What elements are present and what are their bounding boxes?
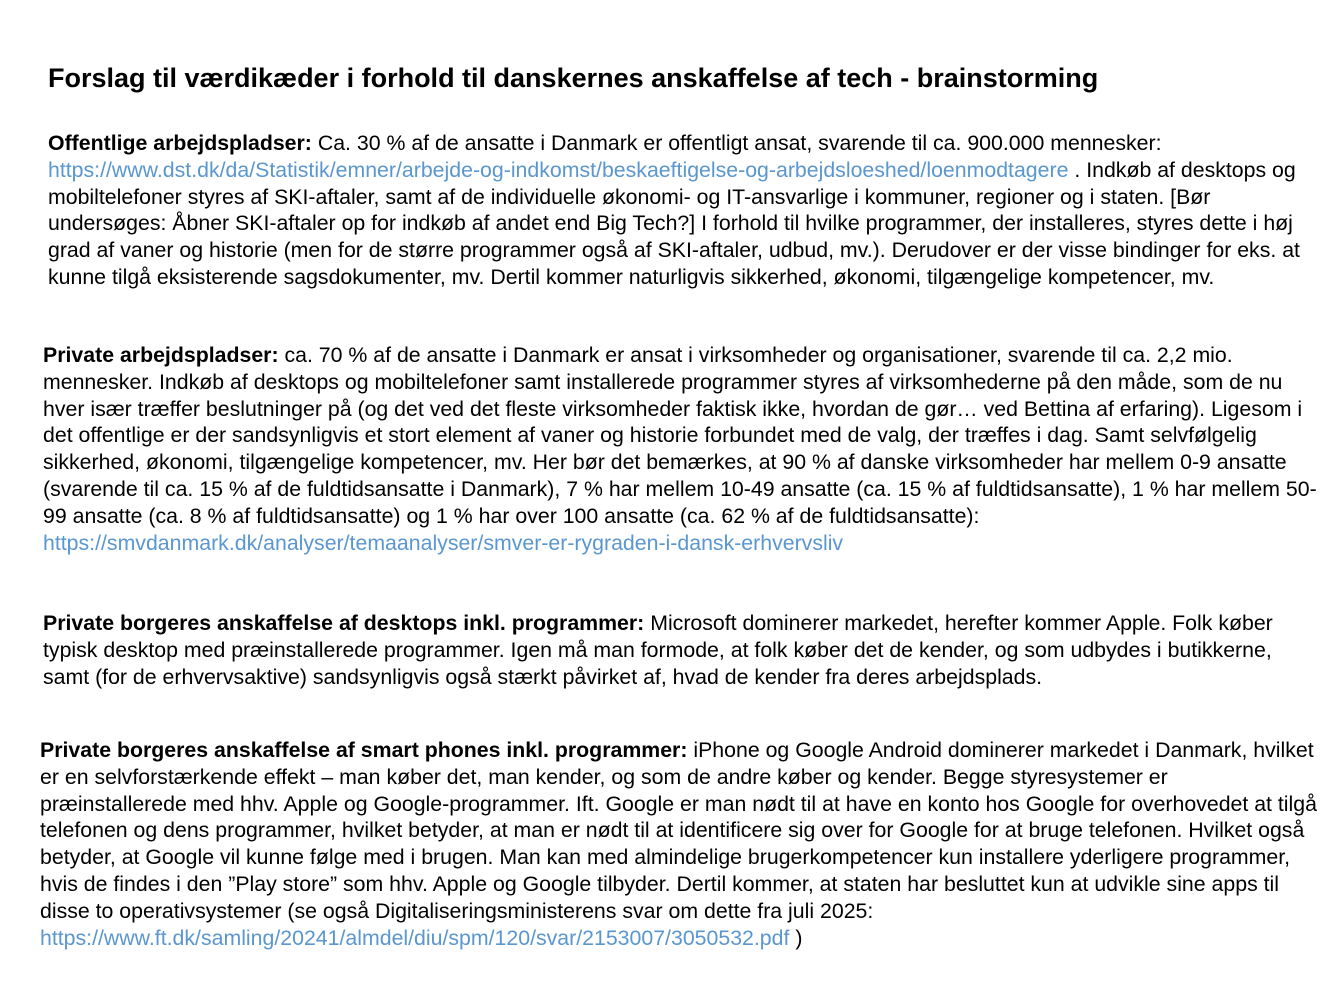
- page-title: Forslag til værdikæder i forhold til danskernes anskaffelse af tech - brainstorming: [48, 63, 1099, 93]
- section-text: Microsoft dominerer markedet, herefter kommer Apple. Folk køber typisk desktop med præinstallerede programmer. Igen må man formode, at folk køber det de kender, og som udbydes i butikkerne, samt (for de erhvervsaktive) sandsynligvis også stærkt påvirket af, hvad de kender fra deres arbejdsplads.: [43, 611, 1273, 689]
- section-public-workplaces: [48, 130, 1318, 291]
- section-private-desktops: [43, 610, 1323, 690]
- smvdanmark-analysis-link[interactable]: https://smvdanmark.dk/analyser/temaanalyser/smver-er-rygraden-i-dansk-erhvervsliv: [43, 530, 844, 555]
- section-text: Ca. 30 % af de ansatte i Danmark er offentligt ansat, svarende til ca. 900.000 mennesker:: [311, 131, 1162, 155]
- section-text: ca. 70 % af de ansatte i Danmark er ansat i virksomheder og organisationer, svarende til ca. 2,2 mio. mennesker. Indkøb af desktops og mobiltelefoner samt installerede programmer styres af virksomhederne på den måde, som de nu hver især træffer beslutninger på (og det ved det fleste virksomheder faktisk ikke, hvordan de gør… ved Bettina af erfaring). Ligesom i det offentlige er der sandsynligvis et stort element af vaner og historie forbundet med de valg, der træffes i dag. Samt selvfølgelig sikkerhed, økonomi, tilgængelige kompetencer, mv. Her bør det bemærkes, at 90 % af danske virksomheder har mellem 0-9 ansatte (svarende til ca. 15 % af de fuldtidsansatte i Danmark), 7 % har mellem 10-49 ansatte (ca. 15 % af fuldtidsansatte), 1 % har mellem 50-99 ansatte (ca. 8 % af fuldtidsansatte) og 1 % har over 100 ansatte (ca. 62 % af de fuldtidsansatte):: [43, 343, 1317, 528]
- section-label: Private arbejdspladser:: [43, 343, 279, 367]
- section-text-continued: . Indkøb af desktops og mobiltelefoner styres af SKI-aftaler, samt af de individuelle økonomi- og IT-ansvarlige i kommuner, regioner og i staten. [Bør undersøges: Åbner SKI-aftaler op for indkøb af andet end Big Tech?] I forhold til hvilke programmer, der installeres, styres dette i høj grad af vaner og historie (men for de større programmer også af SKI-aftaler, udbud, mv.). Derudover er der visse bindinger for eks. at kunne tilgå eksisterende sagsdokumenter, mv. Dertil kommer naturligvis sikkerhed, økonomi, tilgængelige kompetencer, mv.: [48, 157, 1300, 289]
- dst-statistics-link[interactable]: https://www.dst.dk/da/Statistik/emner/arbejde-og-indkomst/beskaeftigelse-og-arbejdsloeshed/loenmodtagere: [48, 157, 1069, 182]
- section-label: Private borgeres anskaffelse af desktops inkl. programmer:: [43, 611, 645, 635]
- ft-answer-pdf-link[interactable]: https://www.ft.dk/samling/20241/almdel/diu/spm/120/svar/2153007/3050532.pdf: [40, 925, 790, 950]
- section-text: iPhone og Google Android dominerer markedet i Danmark, hvilket er en selvforstærkende effekt – man køber det, man kender, og som de andre køber og kender. Begge styresystemer er præinstallerede med hhv. Apple og Google-programmer. Ift. Google er man nødt til at have en konto hos Google for overhovedet at tilgå telefonen og dens programmer, hvilket betyder, at man er nødt til at identificere sig over for Google for at bruge telefonen. Hvilket også betyder, at Google vil kunne følge med i brugen. Man kan med almindelige brugerkompetencer kun installere yderligere programmer, hvis de findes i den ”Play store” som hhv. Apple og Google tilbyder. Dertil kommer, at staten har besluttet kun at udvikle sine apps til disse to operativsystemer (se også Digitaliseringsministerens svar om dette fra juli 2025:: [40, 738, 1317, 923]
- section-private-smartphones: [40, 737, 1318, 951]
- section-private-workplaces: [43, 342, 1321, 556]
- section-label: Private borgeres anskaffelse af smart phones inkl. programmer:: [40, 738, 688, 762]
- section-label: Offentlige arbejdspladser:: [48, 131, 312, 155]
- section-text-continued: ): [789, 925, 803, 950]
